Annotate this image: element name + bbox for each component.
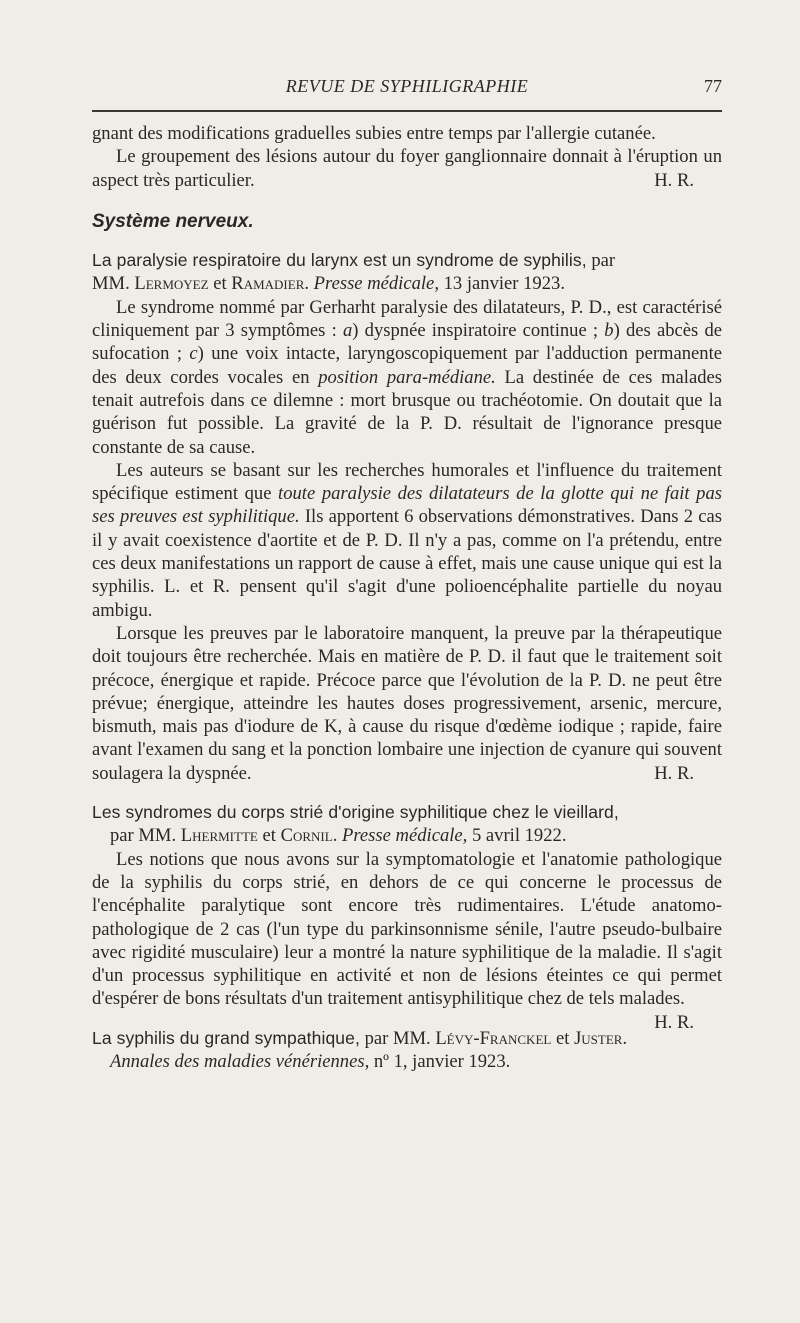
- article-1-title: La paralysie respiratoire du larynx est un syndrome de syphilis,: [92, 250, 587, 271]
- journal: Annales des maladies vénériennes,: [110, 1050, 370, 1072]
- article-2-citation: par MM. Lhermitte et Cornil. Presse médicale, 5 avril 1922.: [110, 825, 567, 847]
- author: Ramadier.: [231, 273, 310, 295]
- article-1-paragraph-2: Les auteurs se basant sur les recherches humorales et l'influence du traitement spécifique estiment que toute paralysie des dilatateurs de la glotte qui ne fait pas ses preuves est syphilitique. Ils apportent 6 observations démonstratives. Dans 2 cas il y avait coexistence d'aortite et de P. D. Il n'y a pas, comme on l'a prétendu, entre ces deux manifestations un rapport de cause à effet, mais une cause unique qui est la syphilis. L. et R. pensent qu'il s'agit d'une polioencéphalite partielle du noyau ambigu.: [92, 459, 723, 621]
- running-title: REVUE DE SYPHILIGRAPHIE: [285, 76, 529, 96]
- article-2-title: Les syndromes du corps strié d'origine syphilitique chez le vieillard,: [92, 802, 619, 823]
- page-number: 77: [704, 76, 722, 96]
- signature: H. R.: [654, 762, 694, 784]
- journal: Presse médicale,: [342, 825, 468, 847]
- section-title: Système nerveux.: [92, 210, 254, 232]
- article-1-citation: MM. Lermoyez et Ramadier. Presse médicale, 13 janvier 1923.: [92, 273, 565, 295]
- running-header: [92, 74, 722, 102]
- article-3-heading: La syphilis du grand sympathique, par MM. Lévy-Franckel et Juster.: [92, 1027, 628, 1049]
- author: Cornil.: [280, 825, 338, 847]
- article-1-paragraph-1: Le syndrome nommé par Gerharht paralysie des dilatateurs, P. D., est caractérisé cliniquement par 3 symptômes : a) dyspnée inspiratoire continue ; b) des abcès de sufocation ; c) une voix intacte, laryngoscopiquement par l'adduction permanente des deux cordes vocales en position para-médiane. La destinée de ces malades tenait autrefois dans ce dilemne : mort brusque ou trachéotomie. On doutait que la guérison fut possible. La gravité de la P. D. résultait de l'ignorance presque constante de sa cause.: [92, 296, 722, 458]
- intro-paragraph-1: gnant des modifications graduelles subies entre temps par l'allergie cutanée.: [92, 123, 656, 144]
- page-body: [92, 122, 722, 1073]
- article-2-heading: [92, 801, 722, 824]
- signature: H. R.: [654, 169, 694, 191]
- journal: Presse médicale,: [313, 273, 439, 295]
- author: Lermoyez: [134, 273, 209, 295]
- intro-paragraph-2: Le groupement des lésions autour du foyer ganglionnaire donnait à l'éruption un aspect très particulier. H. R.: [92, 146, 722, 191]
- article-3-title: La syphilis du grand sympathique,: [92, 1027, 360, 1048]
- article-2-paragraph-1: Les notions que nous avons sur la symptomatologie et l'anatomie pathologique de la syphilis du corps strié, en dehors de ce qui concerne le processus de l'encéphalite paralytique sont encore très rudimentaires. L'étude anatomo-pathologique de 2 cas (l'un type du parkinsonnisme sénile, l'autre pseudo-bulbaire avec rigidité musculaire) leur a montré la nature syphilitique de la maladie. Il s'agit d'un processus syphilitique en activité et non de lésions éteintes ce qui permet d'espérer de bons résultats d'un traitement antisyphilitique chez de tels malades. H. R.: [92, 848, 722, 1033]
- article-1-heading: La paralysie respiratoire du larynx est un syndrome de syphilis, par: [92, 250, 616, 272]
- author: Juster.: [574, 1027, 628, 1049]
- author: Lévy-Franckel: [435, 1027, 552, 1049]
- signature: H. R.: [654, 1011, 694, 1033]
- article-3-citation: Annales des maladies vénériennes, nº 1, janvier 1923.: [110, 1050, 511, 1072]
- author: Lhermitte: [180, 825, 258, 847]
- header-rule: [92, 110, 722, 112]
- article-1-paragraph-3: Lorsque les preuves par le laboratoire manquent, la preuve par la thérapeutique doit toujours être recherchée. Mais en matière de P. D. il faut que le traitement soit précoce, énergique et rapide. Précoce parce que l'évolution de la P. D. ne peut être prévue; énergique, atteindre les hautes doses progressivement, arsenic, mercure, bismuth, mais pas d'iodure de K, à cause du risque d'œdème iodique ; rapide, faire avant l'examen du sang et la ponction lombaire une injection de cyanure qui souvent soulagera la dyspnée. H. R.: [92, 622, 722, 784]
